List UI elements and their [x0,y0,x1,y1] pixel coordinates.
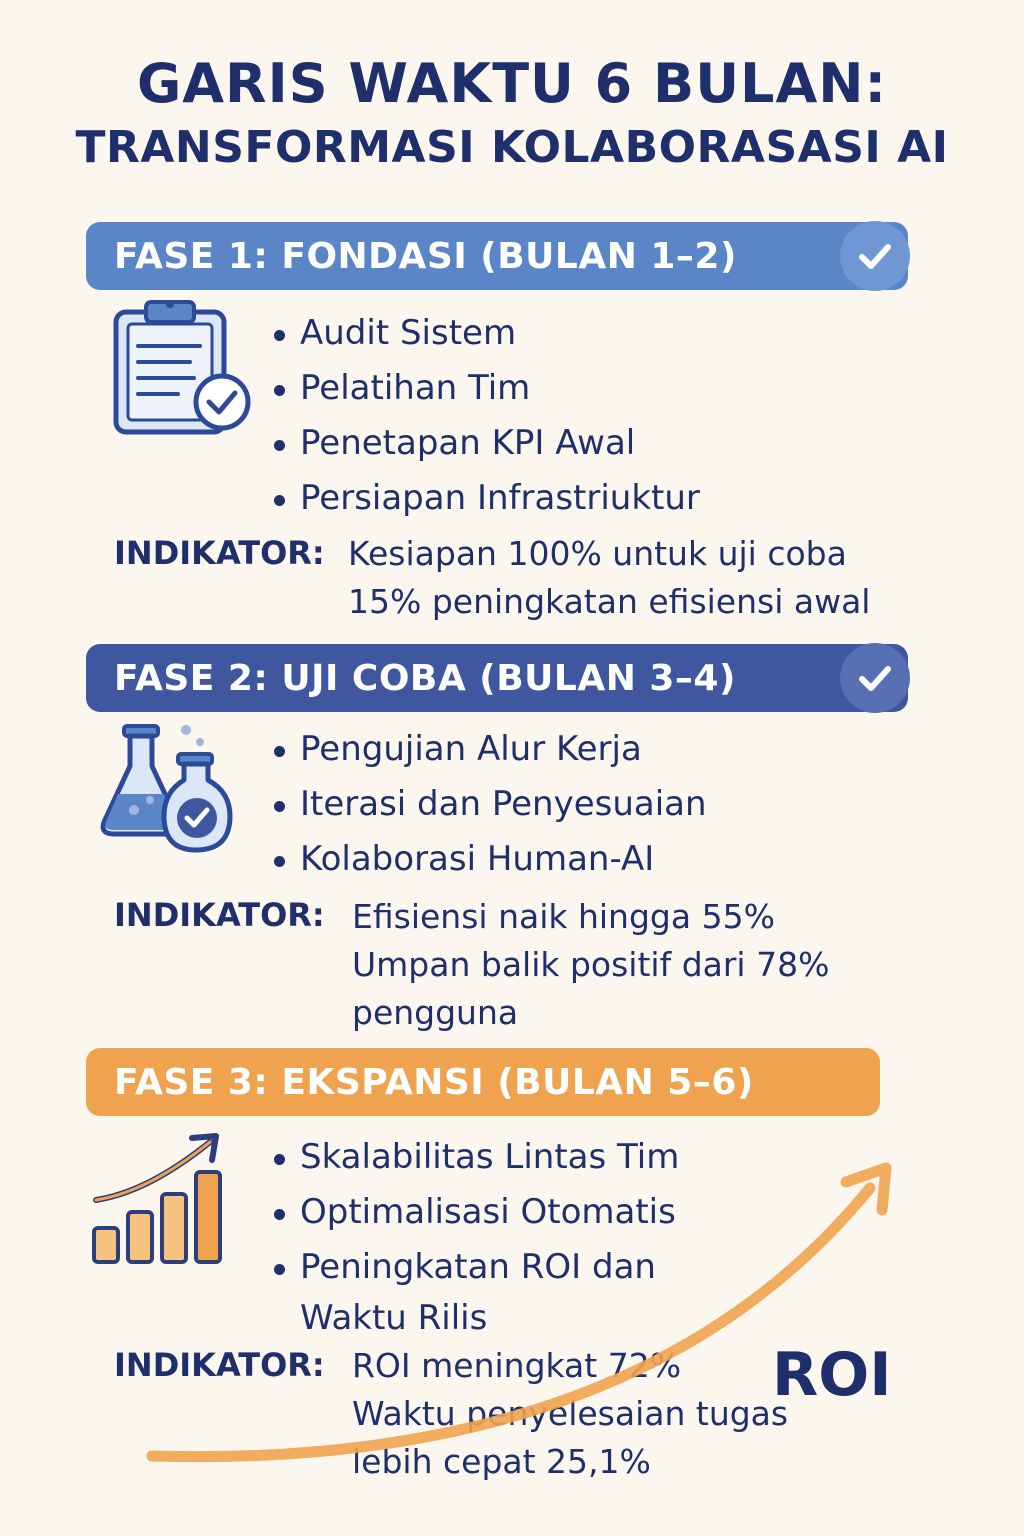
indicator-line: Waktu penyelesaian tugas [352,1394,789,1433]
clipboard-check-icon [108,298,258,442]
phase-3-activities [272,1130,679,1341]
indicator-line: pengguna [352,993,519,1032]
phase-2-label: FASE 2: UJI COBA (BULAN 3–4) [114,657,736,699]
indicator-line: Efisiensi naik hingga 55% [352,897,775,936]
list-item: Optimalisasi Otomatis [272,1185,679,1240]
phase-1-indicators [348,530,870,626]
phase-1-indicator-label: INDIKATOR: [114,534,325,572]
list-item: Penetapan KPI Awal [272,416,700,471]
list-item: Pelatihan Tim [272,361,700,416]
phase-3-indicator-label: INDIKATOR: [114,1346,325,1384]
list-item: Kolaborasi Human-AI [272,832,707,887]
phase-3-header [86,1048,880,1116]
title-line-1: GARIS WAKTU 6 BULAN: [136,52,888,115]
flask-check-icon [96,722,246,866]
phase-3-label: FASE 3: EKSPANSI (BULAN 5–6) [114,1061,754,1103]
phase-2-indicator-label: INDIKATOR: [114,896,325,934]
list-item: Skalabilitas Lintas Tim [272,1130,679,1185]
phase-1-header [86,222,908,290]
indicator-line: lebih cepat 25,1% [352,1442,651,1481]
indicator-line: Kesiapan 100% untuk uji coba [348,534,847,573]
indicator-line: ROI meningkat 72% [352,1346,682,1385]
phase-2-activities [272,722,707,887]
list-item: Pengujian Alur Kerja [272,722,707,777]
phase-2-header [86,644,908,712]
phase-3-indicators [352,1342,788,1486]
checkmark-icon [840,221,910,291]
growth-chart-icon [88,1128,238,1272]
checkmark-icon [840,643,910,713]
roi-label: ROI [772,1340,892,1410]
indicator-line: Umpan balik positif dari 78% [352,945,830,984]
phase-2-indicators [352,893,829,1037]
list-item [272,1240,679,1341]
list-item: Persiapan Infrastriuktur [272,471,700,526]
indicator-line: 15% peningkatan efisiensi awal [348,582,871,621]
list-item-line: Peningkatan ROI dan [300,1247,656,1287]
list-item-line: Waktu Rilis [300,1298,488,1338]
phase-1-activities [272,306,700,526]
list-item: Audit Sistem [272,306,700,361]
list-item: Iterasi dan Penyesuaian [272,777,707,832]
title-line-2: TRANSFORMASI KOLABORASASI AI [75,122,949,173]
phase-1-label: FASE 1: FONDASI (BULAN 1–2) [114,235,737,277]
